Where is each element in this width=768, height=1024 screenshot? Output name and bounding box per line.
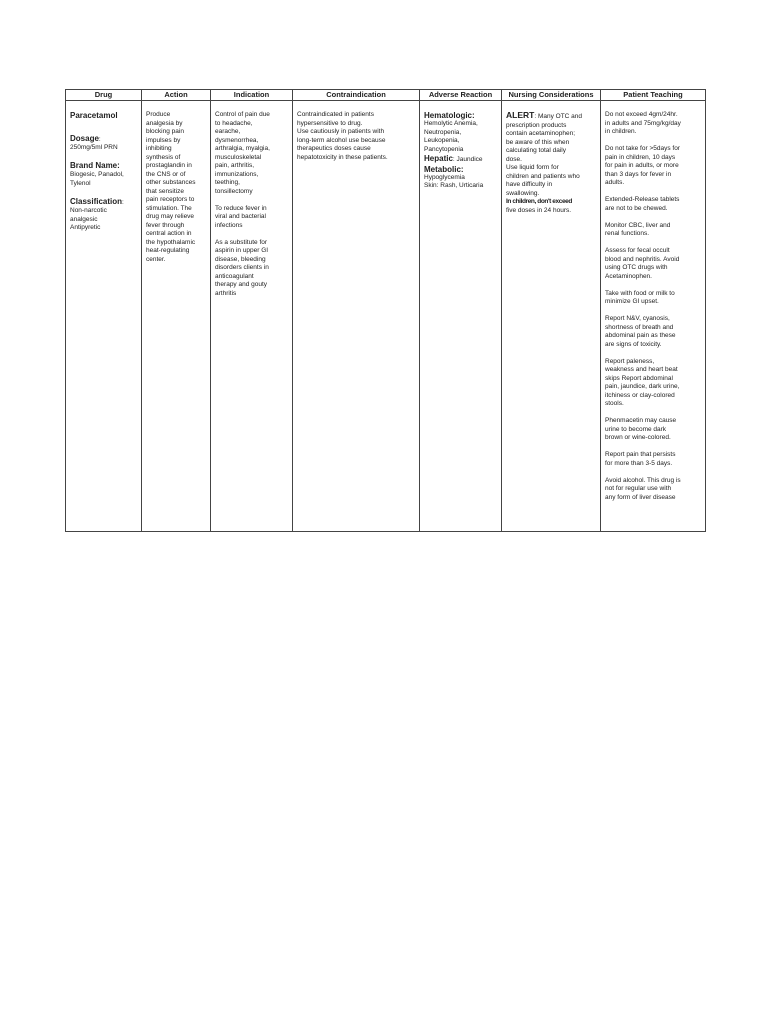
alert-line: dose.: [506, 155, 522, 163]
header-action: Action: [142, 90, 211, 101]
indication-paragraph-line: pain, arthritis,: [215, 162, 255, 169]
teaching-paragraph-line: using OTC drugs with: [605, 264, 668, 271]
indication-paragraph-line: musculoskeletal: [215, 153, 262, 161]
teaching-paragraph: [605, 196, 702, 213]
indication-paragraph-line: Control of pain due: [215, 111, 270, 118]
indication-paragraph: [215, 111, 289, 196]
drug-cell: [66, 101, 142, 532]
teaching-paragraph-line: in adults and 75mg/kg/day: [605, 119, 681, 127]
action-line: analgesia by: [146, 119, 183, 127]
teaching-paragraph-line: Report N&V, cyanosis,: [605, 315, 670, 322]
alert-line: be aware of this when: [506, 138, 570, 146]
metabolic-value: Hypoglycemia: [424, 173, 465, 181]
teaching-paragraph-line: adults.: [605, 179, 625, 186]
teaching-paragraph-line: not for regular use with: [605, 485, 672, 492]
teaching-paragraph-line: pain in children, 10 days: [605, 153, 676, 161]
teaching-paragraph-line: are signs of toxicity.: [605, 340, 662, 348]
action-line: heat-regulating: [146, 247, 190, 254]
hematologic-line: Hemolytic Anemia,: [424, 120, 478, 127]
teaching-paragraph-line: Acetaminophen.: [605, 272, 652, 280]
patient-teaching-text: [605, 111, 702, 502]
action-line: drug may relieve: [146, 213, 195, 220]
teaching-paragraph-line: itchiness or clay-colored: [605, 391, 675, 399]
drug-row: [66, 101, 706, 532]
teaching-paragraph-line: Do not exceed 4gm/24hr.: [605, 111, 678, 118]
alert-line: : Many OTC and: [534, 113, 583, 120]
teaching-paragraph: [605, 222, 702, 239]
indication-cell: [211, 101, 293, 532]
adverse-reaction-cell: [420, 101, 502, 532]
drug-name: Paracetamol: [70, 111, 118, 120]
teaching-paragraph-line: blood and nephritis. Avoid: [605, 255, 680, 263]
dosage-label: Dosage: [70, 133, 99, 143]
teaching-paragraph-line: Avoid alcohol. This drug is: [605, 476, 681, 484]
action-line: central action in: [146, 230, 192, 237]
contraindication-cell: [293, 101, 420, 532]
teaching-paragraph-line: shortness of breath and: [605, 323, 674, 331]
children-label: In children, don't exceed: [506, 198, 572, 205]
teaching-paragraph: [605, 477, 702, 503]
teaching-paragraph-line: abdominal pain as these: [605, 332, 676, 339]
contraindication-line: hypersensitive to drug.: [297, 119, 363, 127]
skin-line: Skin: Rash, Urticaria: [424, 182, 484, 189]
contraindication-line: Use cautiously in patients with: [297, 128, 385, 135]
header-drug: Drug: [66, 90, 142, 101]
liquid-line: Use liquid form for: [506, 164, 559, 171]
classification-line: Non-narcotic: [70, 207, 107, 214]
teaching-paragraph-line: for more than 3-5 days.: [605, 459, 673, 467]
hematologic-line: Neutropenia,: [424, 128, 462, 136]
indication-paragraph-line: teething,: [215, 179, 240, 186]
action-cell: [142, 101, 211, 532]
action-line: synthesis of: [146, 153, 181, 161]
header-nursing-considerations: Nursing Considerations: [502, 90, 601, 101]
indication-paragraph-line: To reduce fever in: [215, 204, 267, 212]
action-text: [146, 111, 207, 264]
teaching-paragraph-line: Do not take for >5days for: [605, 145, 680, 152]
dosage-value: 250mg/5ml PRN: [70, 144, 118, 151]
hepatic-value: : Jaundice: [452, 156, 483, 163]
action-line: the hypothalamic: [146, 238, 196, 246]
header-patient-teaching: Patient Teaching: [601, 90, 706, 101]
teaching-paragraph-line: minimize GI upset.: [605, 298, 659, 305]
indication-paragraph-line: disorders clients in: [215, 264, 269, 271]
hepatic-label: Hepatic: [424, 154, 453, 163]
teaching-paragraph-line: for pain in adults, or more: [605, 162, 679, 169]
teaching-paragraph-line: than 3 days for fever in: [605, 170, 672, 178]
teaching-paragraph-line: Report paleness,: [605, 357, 655, 365]
teaching-paragraph-line: Take with food or milk to: [605, 289, 675, 297]
teaching-paragraph-line: brown or wine-colored.: [605, 434, 671, 441]
teaching-paragraph-line: skips Report abdominal: [605, 374, 673, 382]
action-line: impulses by: [146, 136, 181, 144]
teaching-paragraph-line: renal functions.: [605, 230, 650, 237]
indication-paragraph-line: As a substitute for: [215, 238, 268, 246]
action-line: pain receptors to: [146, 196, 195, 203]
teaching-paragraph: [605, 247, 702, 281]
teaching-paragraph-line: stools.: [605, 400, 624, 407]
indication-paragraph-line: infections: [215, 221, 243, 229]
teaching-paragraph-line: Phenmacetin may cause: [605, 417, 677, 424]
indication-paragraph-line: to headache,: [215, 119, 253, 127]
classification-colon: :: [122, 198, 124, 206]
teaching-paragraph: [605, 417, 702, 443]
action-line: Produce: [146, 111, 171, 118]
action-line: center.: [146, 255, 166, 263]
classification-label: Classification: [70, 196, 123, 206]
action-line: the CNS or of: [146, 170, 186, 178]
children-rest: five doses in 24 hours.: [506, 206, 572, 214]
contraindication-line: long-term alcohol use because: [297, 136, 386, 144]
indication-paragraph: [215, 205, 289, 231]
classification-line: Antipyretic: [70, 224, 101, 231]
header-row: [66, 90, 706, 101]
action-line: stimulation. The: [146, 204, 192, 212]
teaching-paragraph-line: Monitor CBC, liver and: [605, 221, 671, 229]
teaching-paragraph-line: are not to be chewed.: [605, 204, 668, 212]
header-contraindication: Contraindication: [293, 90, 420, 101]
drug-card-table: [65, 89, 706, 532]
teaching-paragraph-line: in children.: [605, 128, 637, 135]
indication-paragraph-line: aspirin in upper GI: [215, 247, 269, 254]
teaching-paragraph-line: weakness and heart beat: [605, 366, 678, 373]
brand-line: Biogesic, Panadol,: [70, 171, 124, 178]
dosage-colon: :: [98, 135, 101, 143]
teaching-paragraph-line: any form of liver disease: [605, 493, 676, 501]
contraindication-line: Contraindicated in patients: [297, 111, 374, 118]
teaching-paragraph: [605, 315, 702, 349]
indication-paragraph-line: immunizations,: [215, 170, 259, 178]
contraindication-line: therapeutics doses cause: [297, 145, 371, 152]
brand-line: Tylenol: [70, 179, 91, 187]
hematologic-line: Leukopenia,: [424, 137, 460, 144]
teaching-paragraph-line: pain, jaundice, dark urine,: [605, 383, 680, 390]
header-indication: Indication: [211, 90, 293, 101]
alert-label: ALERT: [506, 110, 535, 120]
indication-paragraph-line: arthritis: [215, 289, 237, 297]
teaching-paragraph: [605, 111, 702, 137]
teaching-paragraph: [605, 451, 702, 468]
action-line: prostaglandin in: [146, 162, 192, 169]
action-line: blocking pain: [146, 128, 184, 135]
teaching-paragraph: [605, 358, 702, 409]
indication-paragraph-line: anticoagulant: [215, 272, 254, 280]
indication-paragraph-line: disease, bleeding: [215, 255, 266, 263]
liquid-line: have difficulty in: [506, 181, 553, 188]
metabolic-label: Metabolic:: [424, 164, 464, 174]
teaching-paragraph: [605, 145, 702, 188]
header-adverse-reaction: Adverse Reaction: [420, 90, 502, 101]
contraindication-line: hepatotoxicity in these patients.: [297, 153, 388, 161]
indication-paragraph-line: therapy and gouty: [215, 281, 268, 288]
indication-text: [215, 111, 289, 298]
indication-paragraph-line: arthralgia, myalgia,: [215, 145, 270, 152]
nursing-considerations-cell: [502, 101, 601, 532]
hematologic-line: Pancytopenia: [424, 145, 464, 153]
liquid-line: swallowing.: [506, 189, 540, 197]
teaching-paragraph: [605, 290, 702, 307]
classification-line: analgesic: [70, 215, 98, 223]
brand-label: Brand Name:: [70, 161, 120, 170]
teaching-paragraph-line: Report pain that persists: [605, 451, 676, 458]
indication-paragraph-line: earache,: [215, 128, 241, 135]
indication-paragraph-line: tonsillectomy: [215, 187, 253, 195]
contraindication-text: [297, 111, 416, 162]
alert-line: contain acetaminophen;: [506, 130, 576, 137]
action-line: inhibiting: [146, 145, 172, 152]
alert-line: prescription products: [506, 121, 567, 129]
teaching-paragraph-line: urine to become dark: [605, 425, 667, 433]
action-line: fever through: [146, 221, 185, 229]
indication-paragraph-line: dysmenorrhea,: [215, 136, 259, 144]
indication-paragraph-line: viral and bacterial: [215, 213, 266, 220]
patient-teaching-cell: [601, 101, 706, 532]
teaching-paragraph-line: Extended-Release tablets: [605, 196, 680, 203]
liquid-line: children and patients who: [506, 172, 580, 180]
alert-line: calculating total daily: [506, 147, 566, 154]
indication-paragraph: [215, 239, 289, 299]
hematologic-label: Hematologic:: [424, 111, 475, 120]
action-line: that sensitize: [146, 187, 184, 195]
action-line: other substances: [146, 179, 196, 186]
teaching-paragraph-line: Assess for fecal occult: [605, 247, 670, 254]
